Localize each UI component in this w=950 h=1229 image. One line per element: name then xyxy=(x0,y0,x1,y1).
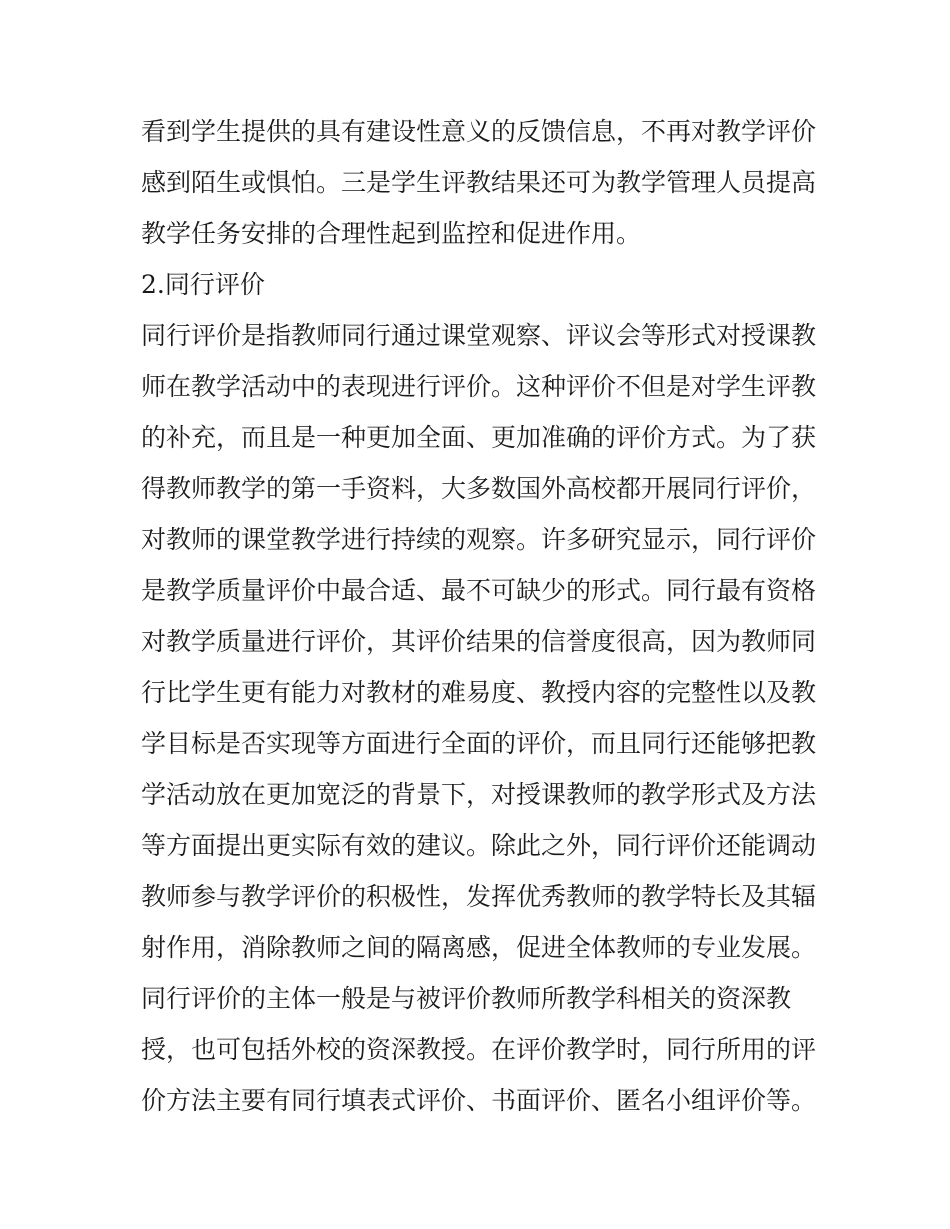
text-line: 师在教学活动中的表现进行评价。这种评价不但是对学生评教 xyxy=(141,372,817,401)
text-line: 教学任务安排的合理性起到监控和促进作用。 xyxy=(141,219,642,248)
text-line: 价方法主要有同行填表式评价、书面评价、匿名小组评价等。 xyxy=(141,1086,817,1115)
text-line: 的补充，而且是一种更加全面、更加准确的评价方式。为了获 xyxy=(141,423,817,452)
text-line: 同行评价是指教师同行通过课堂观察、评议会等形式对授课教 xyxy=(141,321,817,350)
text-line: 同行评价的主体一般是与被评价教师所教学科相关的资深教 xyxy=(141,984,792,1013)
text-line: 学目标是否实现等方面进行全面的评价，而且同行还能够把教 xyxy=(141,729,817,758)
text-line: 看到学生提供的具有建设性意义的反馈信息，不再对教学评价 xyxy=(141,117,817,146)
text-line: 学活动放在更加宽泛的背景下，对授课教师的教学形式及方法 xyxy=(141,780,817,809)
body-text xyxy=(141,106,831,1126)
text-line: 感到陌生或惧怕。三是学生评教结果还可为教学管理人员提高 xyxy=(141,168,817,197)
text-line: 是教学质量评价中最合适、最不可缺少的形式。同行最有资格 xyxy=(141,576,817,605)
text-line: 得教师教学的第一手资料，大多数国外高校都开展同行评价， xyxy=(141,474,817,503)
text-line: 等方面提出更实际有效的建议。除此之外，同行评价还能调动 xyxy=(141,831,817,860)
text-line: 教师参与教学评价的积极性，发挥优秀教师的教学特长及其辐 xyxy=(141,882,817,911)
text-line: 射作用，消除教师之间的隔离感，促进全体教师的专业发展。 xyxy=(141,933,817,962)
section-heading: 2.同行评价 xyxy=(141,270,265,299)
text-line: 对教师的课堂教学进行持续的观察。许多研究显示，同行评价 xyxy=(141,525,817,554)
text-line: 授，也可包括外校的资深教授。在评价教学时，同行所用的评 xyxy=(141,1035,817,1064)
text-line: 对教学质量进行评价，其评价结果的信誉度很高，因为教师同 xyxy=(141,627,817,656)
text-line: 行比学生更有能力对教材的难易度、教授内容的完整性以及教 xyxy=(141,678,817,707)
